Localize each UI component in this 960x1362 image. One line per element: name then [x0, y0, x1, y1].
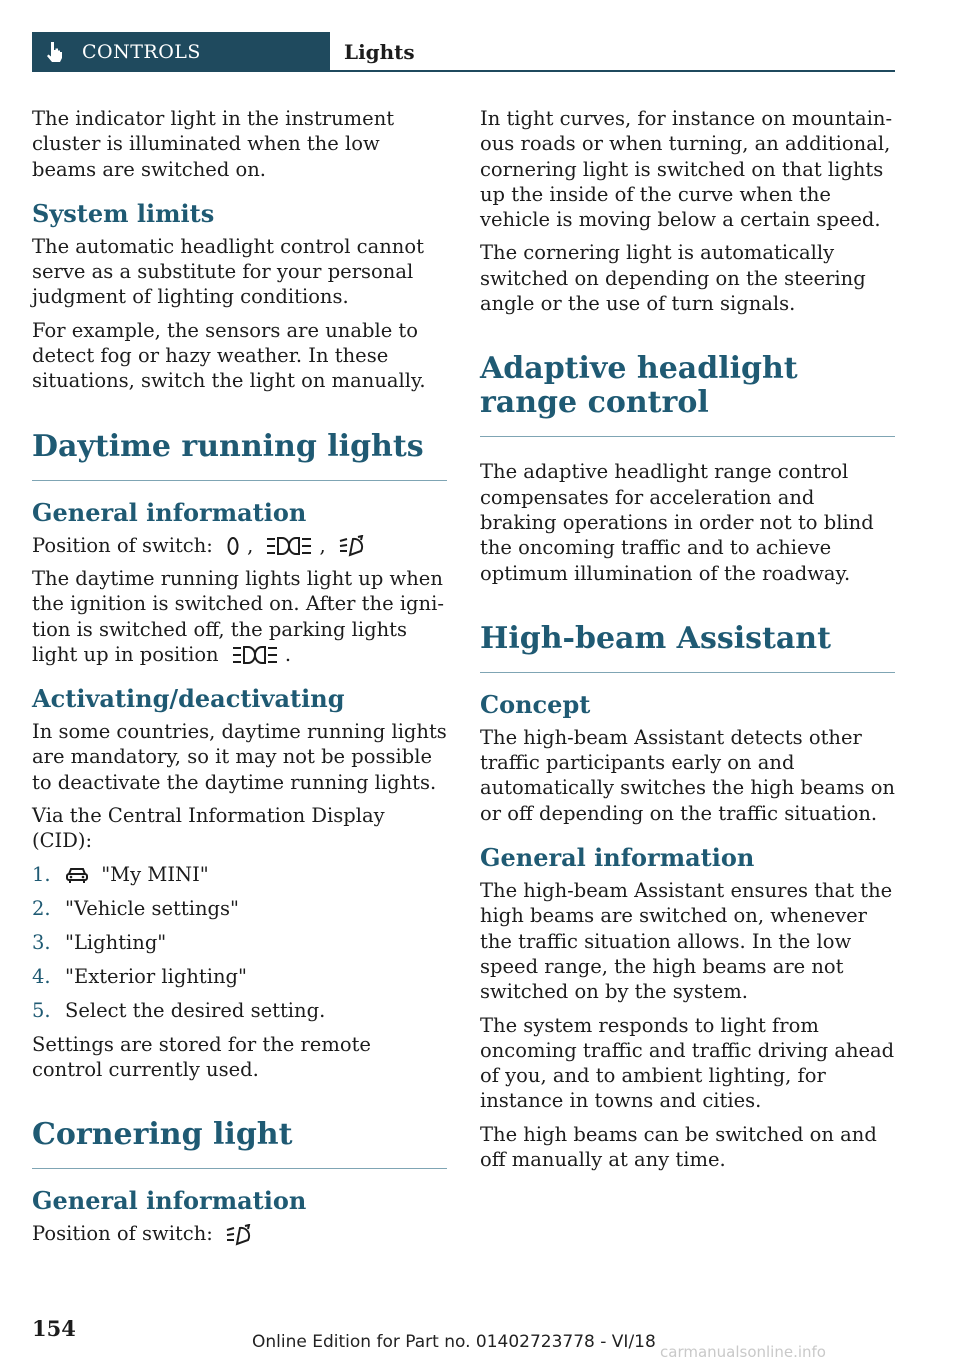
heading-general-information: General information: [480, 843, 755, 873]
section-title: CONTROLS: [82, 41, 201, 63]
heading-daytime-running-lights: Daytime running lights: [32, 430, 447, 481]
paragraph: In tight curves, for instance on mountainous roads or when turning, an additional, cornering light is switched on that lights up the inside of the curve when the vehicle is moving below a certain speed.: [480, 107, 893, 232]
step-number: 2.: [32, 896, 51, 920]
step-text: "My MINI": [101, 862, 209, 886]
heading-cornering-light: Cornering light: [32, 1118, 447, 1169]
paragraph: The high beams can be switched on and off manually at any time.: [480, 1122, 877, 1172]
paragraph: Settings are stored for the remote control currently used.: [32, 1032, 371, 1081]
heading-activating-deactivating: Activating/deactivating: [32, 684, 345, 714]
parking-lights-icon: [231, 644, 279, 666]
step-text: "Exterior lighting": [65, 964, 247, 988]
automatic-headlight-icon: [225, 1224, 253, 1246]
right-column: [480, 106, 895, 1180]
step-number: 5.: [32, 998, 51, 1022]
paragraph: Via the Central Information Display (CID):: [32, 804, 385, 853]
heading-adaptive-headlight-range-control: Adaptive headlight range control: [480, 352, 895, 437]
step-text: "Vehicle settings": [65, 896, 239, 920]
step-text: Select the desired setting.: [65, 998, 326, 1022]
heading-concept: Concept: [480, 689, 591, 719]
car-icon: [65, 866, 89, 884]
heading-system-limits: System limits: [32, 198, 215, 228]
list-item: [32, 998, 447, 1023]
daytime-description: The daytime running lights light up when the ignition is switched on. After the ignition is switched off, the parking lights light up in position: [32, 566, 444, 666]
edition-footer: Online Edition for Part no. 01402723778 - VI/18: [252, 1332, 656, 1352]
list-item: [32, 896, 447, 921]
paragraph: The indicator light in the instrument cluster is illuminated when the low beams are switched on.: [32, 107, 395, 181]
chapter-title: Lights: [344, 40, 415, 64]
watermark: carmanualsonline.info: [660, 1343, 826, 1361]
paragraph: The high-beam Assistant ensures that the high beams are switched on, whenever the traffic situation allows. In the low speed range, the high beams are not switched on by the system.: [480, 879, 893, 1004]
steps-list: [32, 862, 447, 1023]
paragraph: The automatic headlight control cannot serve as a substitute for your personal judgment of lighting conditions.: [32, 234, 424, 309]
section-tab: [32, 32, 330, 70]
list-item: [32, 930, 447, 955]
switch-positions: [32, 533, 447, 558]
paragraph: In some countries, daytime running lights are mandatory, so it may not be possible to deactivate the daytime running lights.: [32, 720, 447, 794]
list-item: [32, 964, 447, 989]
label-position-of-switch: Position of switch:: [32, 533, 213, 557]
step-number: 3.: [32, 930, 51, 954]
light-off-icon: [225, 535, 241, 557]
paragraph: The system responds to light from oncoming traffic and traffic driving ahead of you, and to ambient lighting, for instance in towns and cities.: [480, 1013, 895, 1113]
switch-position-cornering: [32, 1221, 447, 1246]
page-number: 154: [32, 1316, 76, 1341]
paragraph: The adaptive headlight range control compensates for acceleration and braking operations in order not to blind the oncoming traffic and to achieve optimum illumination of the roadway.: [480, 460, 874, 585]
step-number: 1.: [32, 862, 51, 886]
heading-high-beam-assistant: High-beam Assistant: [480, 622, 895, 673]
pointing-hand-icon: [44, 41, 64, 63]
left-column: [32, 106, 447, 1255]
paragraph: For example, the sensors are unable to detect fog or hazy weather. In these situations, switch the light on manually.: [32, 318, 426, 393]
separator: ,: [247, 533, 254, 557]
parking-lights-icon: [265, 535, 313, 557]
step-text: "Lighting": [65, 930, 167, 954]
label-position-of-switch: Position of switch:: [32, 1222, 213, 1246]
step-number: 4.: [32, 964, 51, 988]
paragraph: [32, 566, 447, 667]
page-header: [32, 32, 895, 72]
heading-general-information: General information: [32, 1186, 307, 1216]
separator: ,: [319, 533, 326, 557]
period: .: [284, 642, 292, 666]
list-item: [32, 862, 447, 887]
heading-general-information: General information: [32, 497, 307, 527]
automatic-headlight-icon: [338, 535, 366, 557]
paragraph: The cornering light is automatically switched on depending on the steering angle or the use of turn signals.: [480, 241, 866, 316]
paragraph: The high-beam Assistant detects other traffic participants early on and automatically switches the high beams on or off depending on the traffic situation.: [480, 725, 895, 825]
